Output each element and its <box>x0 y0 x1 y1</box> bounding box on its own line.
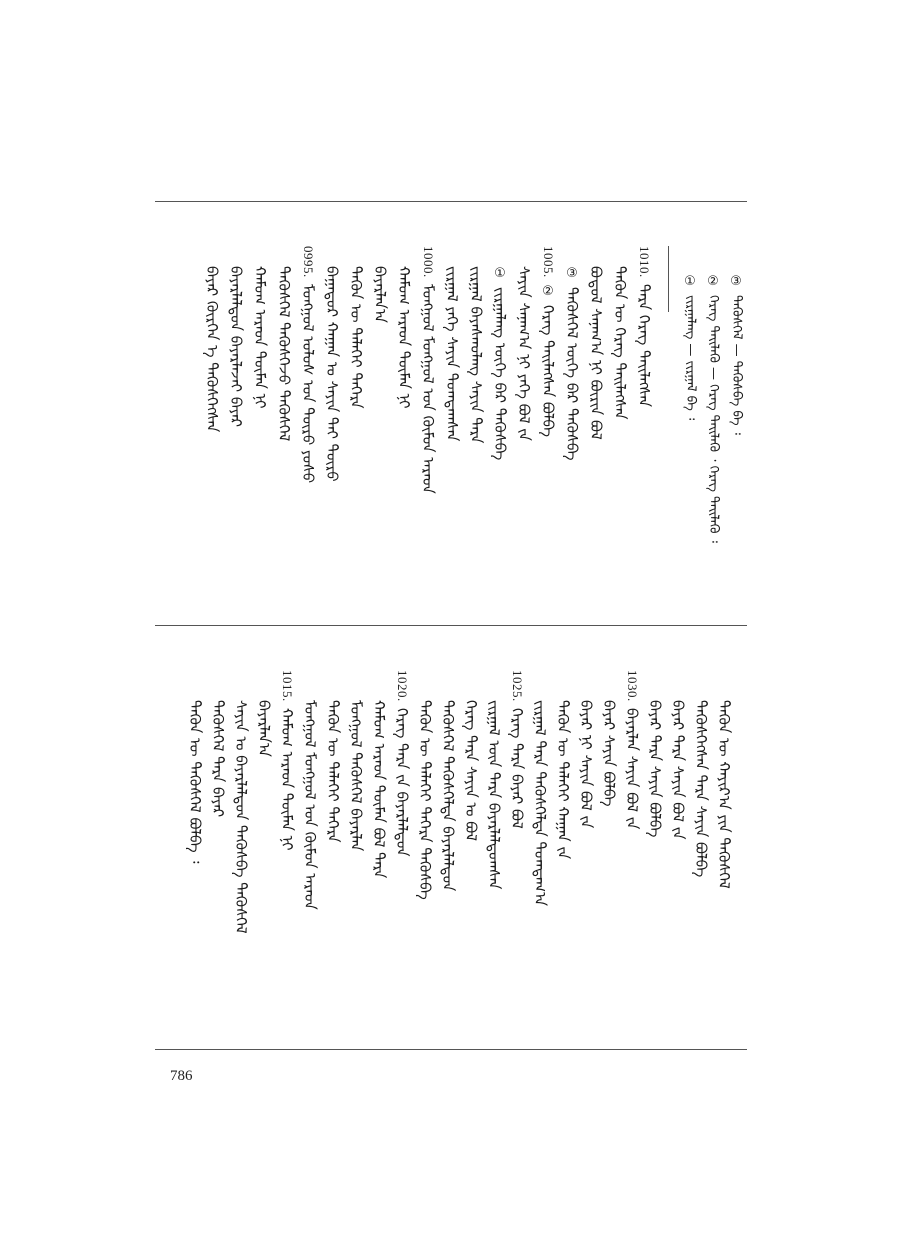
upper-text-block <box>155 206 747 620</box>
verse-column <box>184 700 206 863</box>
line-number: 1030. <box>625 670 640 702</box>
verse-text: ᠪᠠᠶᠠᠷᠯᠠᠨ᠎ᠠ <box>371 266 389 323</box>
verse-text: ᠮᠣᠩᠭᠣᠯ ᠮᠣᠩᠭᠣᠯ ᠤᠨ ᠬᠦᠮᠦᠨ ᠠᠷᠠᠳ <box>301 700 319 910</box>
verse-column <box>633 246 655 407</box>
verse-column <box>609 266 631 420</box>
verse-column <box>598 700 620 807</box>
verse-text: ᠲᠡᠭᠦᠨ ᠦ ᠲᠡᠯᠡᠭᠡᠢ ᠳᠡᠭᠡᠷᠡ ᠲᠡᠭᠦᠰᠪᠡ <box>416 700 434 900</box>
verse-text: ᠬᠡᠷᠡᠭ ᠲᠡᠷᠡ ᠪᠠᠶᠠᠷ ᠪᠣᠯ <box>508 707 526 829</box>
verse-column <box>345 700 367 851</box>
verse-column <box>552 700 574 859</box>
verse-column <box>621 670 643 829</box>
bottom-rule <box>155 1049 747 1050</box>
line-number: 1025. <box>510 670 525 702</box>
verse-text: ᠪᠣᠳᠣᠯ ᠰᠠᠨᠠᠭ᠎ᠠ ᠨᠢ ᠪᠦᠷᠢᠨ ᠪᠣᠯ <box>587 266 605 440</box>
verse-text: ᠪᠠᠶᠠᠷ ᠲᠡᠷᠡ ᠰᠠᠶᠢᠨ ᠪᠣᠯᠪᠠ <box>646 700 664 838</box>
verse-column <box>460 700 482 841</box>
verse-text: ᠮᠣᠩᠭᠣᠯ ᠮᠣᠩᠭᠣᠯ ᠤᠨ ᠬᠦᠮᠦᠨ ᠠᠷᠠᠳ <box>419 283 437 494</box>
verse-column <box>483 700 505 889</box>
verse-column <box>201 266 223 432</box>
verse-column <box>345 266 367 409</box>
verse-text: ᠲᠡᠭᠦᠰᠭᠡᠯ ᠲᠡᠷᠡ ᠪᠠᠶᠠᠷ <box>209 700 227 818</box>
verse-text: ᠲᠡᠭᠦᠨ ᠦ ᠲᠡᠯᠡᠭᠡᠢ ᠳᠡᠭᠡᠷᠡ <box>347 266 365 409</box>
verse-text: ᠮᠣᠩᠭᠣᠯ ᠲᠡᠭᠦᠰᠭᠡᠯ ᠪᠠᠶᠠᠷᠯᠠᠨ <box>347 700 365 852</box>
verse-column <box>249 266 271 409</box>
verse-column <box>225 266 247 427</box>
verse-text: ᠪᠠᠶᠠᠷ ᠲᠡᠷᠡ ᠰᠠᠶᠢᠨ ᠪᠣᠯ ᠵᠡ <box>669 700 687 840</box>
verse-text: ᠲᠡᠭᠦᠰᠬᠡᠯ ᠲᠡᠭᠦᠰᠭᠡᠯᠲᠡ ᠪᠠᠶᠠᠷᠯᠠᠯᠳᠤᠨ <box>439 700 457 892</box>
verse-text: ᠵᠢᠷᠭᠠᠯ ᠲᠡᠷᠡ ᠲᠡᠭᠦᠰᠭᠡᠯᠲᠡ ᠲᠣᠭᠲᠠᠭ᠎ᠠ <box>531 700 549 907</box>
verse-text: ᠬᠠᠮᠤᠭ ᠠᠷᠠᠳ ᠲᠦᠮᠡᠨ ᠨᠢ <box>278 707 296 851</box>
verse-text: ᠲᠡᠭᠦᠨ ᠦ ᠲᠡᠯᠡᠭᠡᠢ ᠳᠡᠭᠡᠷᠡ <box>324 700 342 843</box>
verse-text: ᠲᠡᠭᠦᠨ ᠦ ᠲᠡᠯᠡᠭᠡᠢ ᠬᠠᠭᠠᠨ ᠵᠡ <box>554 700 572 860</box>
verse-text: ᠪᠠᠶᠠᠷ ᠨᠢ ᠰᠠᠶᠢᠨ ᠪᠣᠯ ᠵᠡ <box>577 700 595 829</box>
verse-text: ᠲᠡᠭᠦᠨ ᠦ ᠲᠡᠭᠦᠰᠬᠡᠯ ᠪᠣᠯᠪᠠ ᠄ <box>186 700 204 864</box>
line-number: 1015. <box>280 670 295 702</box>
verse-text: ᠵᠢᠷᠭᠠᠯ ᠶᠡᠭᠡ ᠰᠠᠶᠢᠨ ᠲᠣᠭᠲᠠᠭᠰᠠᠨ <box>443 266 461 442</box>
verse-column <box>297 246 319 483</box>
verse-column <box>276 670 298 850</box>
verse-column <box>489 266 511 460</box>
verse-text: ᠲᠡᠭᠦᠰᠭᠡᠯ ᠦᠭᠡ ᠪᠡᠷ ᠲᠡᠭᠦᠰᠪᠡ <box>563 287 581 461</box>
verse-column <box>537 246 559 437</box>
verse-text: ᠪᠠᠭᠠᠲᠤᠷ ᠬᠠᠭᠠᠨ ᠤ ᠰᠠᠶᠢᠨ ᠲᠠᠢ ᠲᠦᠷᠦ <box>323 266 341 482</box>
verse-column <box>369 266 391 323</box>
verse-text: ᠪᠠᠶᠠᠷ ᠰᠠᠶᠢᠨ ᠪᠣᠯᠪᠠ <box>600 700 618 807</box>
verse-column <box>713 700 735 889</box>
verse-column <box>441 266 463 441</box>
lower-text-block <box>155 630 747 1044</box>
verse-column <box>414 700 436 900</box>
verse-column <box>393 266 415 409</box>
verse-text: ᠵᠢᠷᠭᠠᠯ ᠦᠨ ᠲᠡᠷᠡ ᠪᠠᠶᠠᠷᠯᠠᠯᠳᠤᠭᠰᠠᠨ <box>485 700 503 890</box>
verse-text: ᠪᠠᠶᠠᠷᠯᠠᠨ᠎ᠠ <box>255 700 273 757</box>
verse-text: ᠮᠣᠩᠭᠣᠯ ᠤᠯᠤᠰ ᠤᠨ ᠲᠦᠷᠦ ᠶᠣᠰᠣ <box>299 283 317 483</box>
verse-text: ᠬᠡᠷᠡᠭ ᠲᠡᠷᠡ ᠵᠡ ᠪᠠᠶᠠᠷᠯᠠᠯᠳᠤᠨ <box>393 707 411 857</box>
verse-column <box>299 700 321 910</box>
line-number: 1005. <box>541 246 556 278</box>
verse-text: ᠵᠢᠷᠭᠠᠯᠠᠩ ᠦᠭᠡ ᠪᠡᠷ ᠲᠡᠭᠦᠰᠪᠡ <box>491 287 509 461</box>
footnote-marker: ② <box>707 274 719 289</box>
verse-text: ᠬᠠᠮᠤᠭ ᠠᠷᠠᠳ ᠲᠦᠮᠡᠨ ᠨᠢ <box>251 266 269 409</box>
verse-text: ᠬᠡᠷᠡᠭ ᠲᠡᠢᠯᠡᠭᠰᠡᠨ ᠪᠣᠯᠪᠠ <box>539 304 557 437</box>
verse-column <box>253 700 275 757</box>
line-number: 1020. <box>395 670 410 702</box>
verse-column <box>667 700 689 840</box>
verse-column <box>575 700 597 828</box>
footnote-marker: ③ <box>566 266 578 281</box>
line-number: 1010. <box>637 246 652 278</box>
verse-text: ᠬᠡᠷᠡᠭ ᠲᠡᠢᠯᠡᠭᠦ — ᠬᠡᠷᠡᠭ ᠲᠡᠢᠯᠡᠬᠦ ᠂ ᠬᠡᠷᠡᠭ ᠲᠡᠢᠯᠡᠬᠦ ᠄ <box>706 295 721 543</box>
verse-text: ᠬᠠᠮᠤᠭ ᠠᠷᠠᠳ ᠲᠦᠮᠡᠨ ᠪᠣᠯ ᠲᠡᠷᠡ <box>370 700 388 879</box>
footnote-marker: ① <box>494 266 506 281</box>
verse-text: ᠲᠡᠷᠡ ᠬᠡᠷᠡᠭ ᠲᠡᠢᠯᠡᠭᠰᠡᠨ <box>635 283 653 407</box>
verse-column <box>417 246 439 494</box>
verse-text: ᠬᠡᠷᠡᠭ ᠲᠡᠷᠡ ᠰᠠᠶᠢᠨ ᠤ ᠪᠣᠯ <box>462 700 480 842</box>
verse-column <box>207 700 229 817</box>
verse-text: ᠬᠠᠮᠤᠭ ᠠᠷᠠᠳ ᠲᠦᠮᠡᠨ ᠨᠢ <box>395 266 413 409</box>
verse-column <box>465 266 487 443</box>
verse-text: ᠲᠡᠭᠦᠨ ᠦ ᠬᠠᠶᠢᠷ᠎ᠠ ᠶᠢᠨ ᠲᠡᠭᠦᠰᠭᠡᠯ <box>715 700 733 889</box>
line-number: 1000. <box>421 246 436 278</box>
verse-column <box>529 700 551 906</box>
verse-column <box>644 700 666 837</box>
footnote-marker: ③ <box>730 274 742 289</box>
verse-column <box>561 266 583 461</box>
line-number: 0995. <box>301 246 316 278</box>
footnote-1 <box>725 274 747 435</box>
verse-column <box>585 266 607 440</box>
verse-text: ᠵᠢᠷᠭᠠᠯ ᠪᠠᠶᠠᠰᠬᠤᠯᠠᠩ ᠰᠠᠶᠢᠨ ᠲᠡᠷᠡ <box>467 266 485 444</box>
verse-text: ᠵᠢᠷᠭᠠᠯᠠᠩ — ᠵᠢᠷᠭᠠᠯ ᠪᠡ ᠄ <box>683 295 698 421</box>
page-number: 786 <box>170 1068 193 1084</box>
verse-column <box>322 700 344 843</box>
middle-rule <box>155 625 747 626</box>
verse-column <box>513 266 535 441</box>
verse-text: ᠲᠡᠭᠦᠰᠭᠡᠯ — ᠲᠡᠭᠦᠰᠪᠡ ᠪᠡ ᠄ <box>729 295 744 435</box>
verse-text: ᠪᠠᠶᠠᠷᠯᠠᠯᠳᠤᠨ ᠪᠠᠶᠠᠷᠯᠠᠵᠠᠢ ᠪᠠᠶᠠᠷ <box>227 266 245 427</box>
verse-column <box>391 670 413 856</box>
verse-text: ᠲᠡᠭᠦᠰᠬᠡᠯ ᠲᠡᠭᠦᠰᠭᠡᠵᠦ ᠲᠡᠭᠦᠰᠬᠡᠯ <box>275 266 293 442</box>
verse-column <box>437 700 459 891</box>
verse-column <box>368 700 390 878</box>
footnote-3 <box>679 274 701 420</box>
footnote-marker: ① <box>684 274 696 289</box>
top-rule <box>155 201 747 202</box>
verse-column <box>273 266 295 441</box>
verse-text: ᠪᠠᠶᠠᠷ ᠬᠦᠷᠭᠡᠨ ᠡ ᠲᠡᠭᠦᠰᠬᠡᠭᠰᠡᠨ <box>203 266 221 433</box>
verse-text: ᠲᠡᠭᠦᠰᠬᠡᠭᠰᠡᠨ ᠲᠡᠷᠡ ᠰᠠᠶᠢᠨ ᠪᠣᠯᠪᠠ <box>692 700 710 878</box>
verse-column <box>506 670 528 828</box>
verse-column <box>230 700 252 934</box>
verse-text: ᠰᠠᠶᠢᠨ ᠤ ᠪᠠᠶᠠᠷᠯᠠᠯᠳᠤᠨ ᠲᠡᠭᠦᠰᠪᠡ ᠲᠡᠭᠦᠰᠭᠡᠯ <box>232 700 250 934</box>
verse-text: ᠪᠠᠶᠠᠷᠯᠠᠨ ᠰᠠᠶᠢᠨ ᠪᠣᠯ ᠵᠡ <box>623 707 641 830</box>
verse-text: ᠲᠡᠭᠦᠨ ᠦ ᠬᠡᠷᠡᠭ ᠲᠡᠢᠯᠡᠭᠰᠡᠨ <box>611 266 629 420</box>
footnote-2 <box>702 274 724 543</box>
footnote-marker: ② <box>542 283 554 299</box>
verse-column <box>690 700 712 877</box>
verse-text: ᠰᠠᠶᠢᠨ ᠰᠠᠨᠠᠭ᠎ᠠ ᠨᠢ ᠶᠡᠬᠡ ᠪᠣᠯ ᠵᠡ <box>515 266 533 441</box>
verse-column <box>321 266 343 482</box>
